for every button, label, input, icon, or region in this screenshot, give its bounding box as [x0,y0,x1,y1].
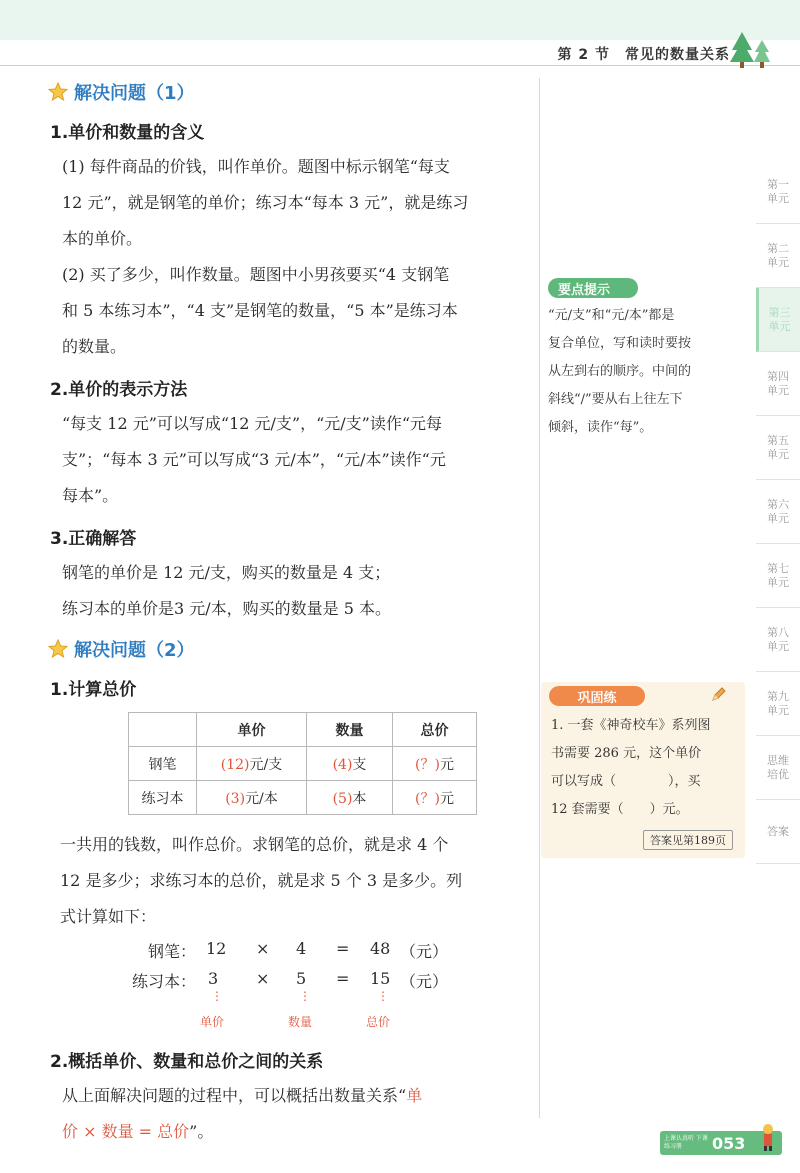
tip-line: 复合单位，写和读时要按 [548,336,692,351]
practice-line: 12 套需要（ ）元。 [551,802,689,817]
annotation-unit-price: 单价 [200,1015,225,1029]
dotted-connector: ⋮ [299,989,311,1003]
paragraph-line: 和 5 本练习本”，“4 支”是钢笔的数量，“5 本”是练习本 [62,301,458,320]
equation-unit: （元） [400,942,449,961]
star-icon [48,82,68,102]
table-header: 数量 [307,713,393,747]
practice-line: 书需要 286 元，这个单价 [551,746,702,761]
paragraph-line: 价 × 数量 = 总价”。 [62,1122,214,1141]
section-2-title: 解决问题（2） [74,640,195,661]
equation-op: × [256,939,270,958]
tip-line: 斜线“/”要从右上往左下 [548,392,683,407]
table-header-row [129,713,477,747]
practice-line: 可以写成（ ），买 [551,774,701,789]
paragraph-line: (2) 买了多少，叫作数量。题图中小男孩要买“4 支钢笔 [62,265,450,284]
paragraph-line: 12 元”，就是钢笔的单价；练习本“每本 3 元”，就是练习 [62,193,469,212]
paragraph-line: (1) 每件商品的价钱，叫作单价。题图中标示钢笔“每支 [62,157,450,176]
equation-label: 练习本： [132,972,197,991]
subheading-2: 2.单价的表示方法 [50,380,188,400]
tab-answers[interactable]: 答案 [756,800,800,864]
section-1-title: 解决问题（1） [74,83,195,104]
unit-tabs [756,160,800,864]
paragraph-line: 12 是多少；求练习本的总价，就是求 5 个 3 是多少。列 [60,871,463,890]
tab-unit-4[interactable]: 第四单元 [756,352,800,416]
header [0,40,800,66]
practice-badge: 巩固练 [549,686,645,706]
subheading-4: 1.计算总价 [50,680,137,700]
tab-unit-8[interactable]: 第八单元 [756,608,800,672]
subheading-3: 3.正确解答 [50,529,137,549]
star-icon [48,639,68,659]
column-divider [539,78,540,1118]
dotted-connector: ⋮ [211,989,223,1003]
dotted-connector: ⋮ [377,989,389,1003]
tip-line: 倾斜，读作“每”。 [548,420,653,435]
table-header: 总价 [393,713,477,747]
main-content [48,76,533,1150]
table-row [129,781,477,815]
equation-label: 钢笔： [148,942,197,961]
practice-line: 1. 一套《神奇校车》系列图 [551,718,711,733]
equation-term: 5 [296,969,307,988]
dotted-connectors [48,989,533,1013]
tab-unit-1[interactable]: 第一单元 [756,160,800,224]
tab-unit-5[interactable]: 第五单元 [756,416,800,480]
paragraph-line: 钢笔的单价是 12 元/支，购买的数量是 4 支； [62,563,391,582]
equation-op: × [256,969,270,988]
table-cell: 钢笔 [129,747,197,781]
paragraph-line: 从上面解决问题的过程中，可以概括出数量关系“单 [62,1086,423,1105]
equation-term: 48 [370,939,391,958]
tab-unit-6[interactable]: 第六单元 [756,480,800,544]
annotation-quantity: 数量 [288,1015,313,1029]
equation-term: 4 [296,939,307,958]
equation-term: 12 [206,939,227,958]
paragraph-line: 一共用的钱数，叫作总价。求钢笔的总价，就是求 4 个 [60,835,449,854]
section-1-heading [48,76,533,108]
paragraph-line: 的数量。 [62,337,127,356]
paragraph-line: 每本”。 [62,486,119,505]
equation-unit: （元） [400,972,449,991]
paragraph-line: 本的单价。 [62,229,143,248]
equation-annotations [48,1013,533,1037]
tip-badge [548,278,638,298]
page-number: 053 [712,1133,746,1153]
table-cell: 练习本 [129,781,197,815]
table-header [129,713,197,747]
price-table [128,712,477,815]
pencil-icon [711,686,727,702]
tab-thinking[interactable]: 思维培优 [756,736,800,800]
practice-question [551,712,741,824]
table-row [129,747,477,781]
paragraph-line: 练习本的单价是3 元/本，购买的数量是 5 本。 [62,599,392,618]
tab-unit-7[interactable]: 第七单元 [756,544,800,608]
tree-icon [728,30,774,70]
table-cell: (5)本 [307,781,393,815]
table-cell: (？)元 [393,781,477,815]
equation-op: = [336,969,350,988]
paragraph-line: 支”；“每本 3 元”可以写成“3 元/本”，“元/本”读作“元 [62,450,446,469]
tab-unit-2[interactable]: 第二单元 [756,224,800,288]
tip-line: “元/支”和“元/本”都是 [548,308,675,323]
answer-reference: 答案见第189页 [643,830,733,850]
subheading-5: 2.概括单价、数量和总价之间的关系 [50,1052,324,1072]
table-cell: (4)支 [307,747,393,781]
equation-term: 3 [208,969,219,988]
top-band [0,0,800,40]
annotation-total: 总价 [366,1015,391,1029]
tip-line: 从左到右的顺序。中间的 [548,364,692,379]
tab-unit-9[interactable]: 第九单元 [756,672,800,736]
equation-pen [48,935,533,965]
tab-unit-3[interactable]: 第三单元 [756,288,800,352]
table-cell: (？)元 [393,747,477,781]
paragraph-line: “每支 12 元”可以写成“12 元/支”，“元/支”读作“元每 [62,414,443,433]
equation-term: 15 [370,969,391,988]
table-cell: (3)元/本 [197,781,307,815]
subheading-1: 1.单价和数量的含义 [50,123,205,143]
footer-slogan: 上课认真听 下课练习册 [664,1135,708,1150]
figure-icon [760,1123,776,1151]
tip-text [548,302,744,442]
section-2-heading [48,633,533,665]
header-title: 第 2 节 常见的数量关系 [557,47,730,63]
equation-notebook [48,965,533,995]
table-cell: (12)元/支 [197,747,307,781]
tip-badge-label: 要点提示 [558,282,611,298]
paragraph-line: 式计算如下： [60,907,157,926]
practice-box [541,682,745,858]
page-footer [660,1131,782,1155]
equation-op: = [336,939,350,958]
table-header: 单价 [197,713,307,747]
